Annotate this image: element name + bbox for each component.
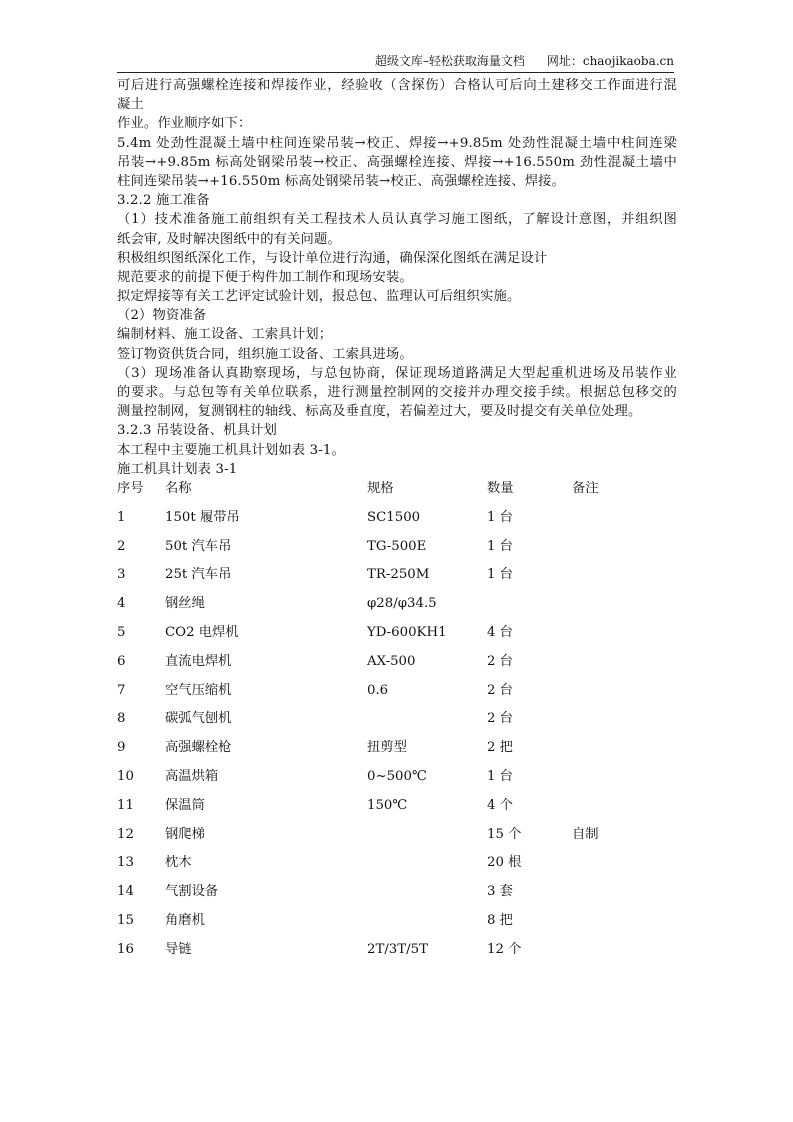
- cell-name: 50t 汽车吊: [165, 538, 232, 554]
- table-row: [117, 825, 677, 854]
- cell-spec: φ28/φ34.5: [367, 596, 437, 612]
- header-cell: 规格: [367, 480, 394, 496]
- paragraph-line: 柱间连梁吊装→+16.550m 标高处钢梁吊装→校正、高强螺栓连接、焊接。: [117, 173, 566, 189]
- table-row: [117, 882, 677, 911]
- paragraph-line: 签订物资供货合同，组织施工设备、工索具进场。: [117, 346, 413, 362]
- paragraph-line: 本工程中主要施工机具计划如表 3-1。: [117, 442, 345, 458]
- table-row: [117, 738, 677, 767]
- cell-index: 2: [117, 538, 126, 554]
- paragraph-line: 5.4m 处劲性混凝土墙中柱间连梁吊装→校正、焊接→+9.85m 处劲性混凝土墙中柱间连梁: [117, 135, 677, 151]
- cell-quantity: 2 把: [487, 740, 513, 756]
- cell-quantity: 20 根: [487, 855, 522, 871]
- cell-name: 高强螺栓枪: [165, 740, 232, 756]
- cell-quantity: 15 个: [487, 826, 522, 842]
- paragraph-line: 规范要求的前提下便于构件加工制作和现场安装。: [117, 269, 413, 285]
- cell-quantity: 1 台: [487, 768, 513, 784]
- cell-index: 11: [117, 797, 134, 813]
- table-caption: 施工机具计划表 3-1: [117, 461, 238, 477]
- cell-index: 1: [117, 509, 126, 525]
- cell-name: 钢丝绳: [165, 596, 205, 612]
- table-row: [117, 508, 677, 537]
- cell-index: 6: [117, 653, 126, 669]
- header-site: 网址：chaojikaoba.cn: [546, 54, 674, 68]
- paragraph-line: 纸会审, 及时解决图纸中的有关问题。: [117, 231, 341, 247]
- cell-spec: 2T/3T/5T: [367, 941, 428, 957]
- header-cell: 数量: [487, 480, 514, 496]
- cell-name: 导链: [165, 941, 192, 957]
- table-row: [117, 911, 677, 940]
- cell-index: 10: [117, 768, 134, 784]
- paragraph-line: （3）现场准备认真勘察现场，与总包协商，保证现场道路满足大型起重机进场及吊装作业: [117, 365, 677, 381]
- cell-spec: 0~500℃: [367, 768, 427, 784]
- paragraph-line: 测量控制网，复测钢柱的轴线、标高及垂直度，若偏差过大，要及时提交有关单位处理。: [117, 404, 642, 420]
- cell-quantity: 12 个: [487, 941, 522, 957]
- table-row: [117, 623, 677, 652]
- cell-index: 12: [117, 826, 134, 842]
- cell-name: 保温筒: [165, 797, 205, 813]
- cell-quantity: 4 个: [487, 797, 513, 813]
- table-row: [117, 940, 677, 969]
- cell-index: 15: [117, 912, 134, 928]
- header-cell: 名称: [165, 480, 192, 496]
- table-row: [117, 853, 677, 882]
- paragraph-line: 拟定焊接等有关工艺评定试验计划，报总包、监理认可后组织实施。: [117, 289, 521, 305]
- section-heading: 3.2.3 吊装设备、机具计划: [117, 423, 277, 439]
- cell-name: 空气压缩机: [165, 682, 232, 698]
- cell-quantity: 2 台: [487, 682, 513, 698]
- table-row: [117, 594, 677, 623]
- paragraph-line: 可后进行高强螺栓连接和焊接作业，经验收（含探伤）合格认可后向土建移交工作面进行混: [117, 78, 677, 93]
- cell-name: 高温烘箱: [165, 768, 219, 784]
- cell-spec: YD-600KH1: [367, 624, 447, 640]
- paragraph-line: （1）技术准备施工前组织有关工程技术人员认真学习施工图纸，了解设计意图，并组织图: [117, 212, 677, 228]
- cell-quantity: 2 台: [487, 711, 513, 727]
- header-title: 超级文库–轻松获取海量文档: [374, 54, 525, 68]
- cell-index: 16: [117, 941, 134, 957]
- paragraph-line: 积极组织图纸深化工作，与设计单位进行沟通，确保深化图纸在满足设计: [117, 250, 548, 266]
- table-header-row: [117, 479, 677, 508]
- table-row: [117, 652, 677, 681]
- paragraph-line: 凝土: [117, 97, 144, 113]
- table-row: [117, 681, 677, 710]
- cell-name: 气割设备: [165, 884, 219, 900]
- cell-note: 自制: [572, 826, 599, 842]
- paragraph-line: 作业。作业顺序如下：: [117, 116, 252, 132]
- table-row: [117, 796, 677, 825]
- cell-index: 7: [117, 682, 126, 698]
- cell-spec: 0.6: [367, 682, 389, 698]
- equipment-table: [117, 479, 677, 969]
- header-cell: 序号: [117, 480, 144, 496]
- cell-index: 5: [117, 624, 126, 640]
- cell-quantity: 2 台: [487, 653, 513, 669]
- cell-name: 枕木: [165, 855, 192, 871]
- cell-quantity: 1 台: [487, 509, 513, 525]
- cell-spec: TR-250M: [367, 567, 430, 583]
- cell-spec: 150℃: [367, 797, 408, 813]
- page-header: [117, 52, 674, 73]
- subsection-heading: （2）物资准备: [117, 308, 207, 324]
- cell-index: 8: [117, 711, 126, 727]
- cell-spec: SC1500: [367, 509, 421, 525]
- cell-name: CO2 电焊机: [165, 624, 239, 640]
- cell-name: 直流电焊机: [165, 653, 232, 669]
- cell-index: 13: [117, 855, 134, 871]
- cell-quantity: 3 套: [487, 884, 513, 900]
- cell-name: 角磨机: [165, 912, 205, 928]
- document-body: [117, 76, 677, 968]
- table-row: [117, 709, 677, 738]
- paragraph-line: 的要求。与总包等有关单位联系，进行测量控制网的交接并办理交接手续。根据总包移交的: [117, 385, 677, 400]
- section-heading: 3.2.2 施工准备: [117, 193, 210, 209]
- cell-index: 14: [117, 884, 134, 900]
- cell-index: 4: [117, 596, 126, 612]
- cell-index: 9: [117, 740, 126, 756]
- table-row: [117, 537, 677, 566]
- paragraph-line: 吊装→+9.85m 标高处钢梁吊装→校正、高强螺栓连接、焊接→+16.550m 劲性混凝土墙中: [117, 154, 677, 170]
- header-cell: 备注: [572, 480, 599, 496]
- cell-spec: TG-500E: [367, 538, 427, 554]
- cell-index: 3: [117, 567, 126, 583]
- cell-spec: AX-500: [367, 653, 416, 669]
- cell-quantity: 4 台: [487, 624, 513, 640]
- cell-spec: 扭剪型: [367, 740, 407, 756]
- cell-quantity: 1 台: [487, 538, 513, 554]
- cell-name: 碳弧气刨机: [165, 711, 232, 727]
- cell-name: 25t 汽车吊: [165, 567, 232, 583]
- cell-quantity: 8 把: [487, 912, 513, 928]
- cell-name: 钢爬梯: [165, 826, 205, 842]
- table-row: [117, 565, 677, 594]
- paragraph-line: 编制材料、施工设备、工索具计划；: [117, 327, 333, 343]
- cell-name: 150t 履带吊: [165, 509, 240, 525]
- cell-quantity: 1 台: [487, 567, 513, 583]
- table-row: [117, 767, 677, 796]
